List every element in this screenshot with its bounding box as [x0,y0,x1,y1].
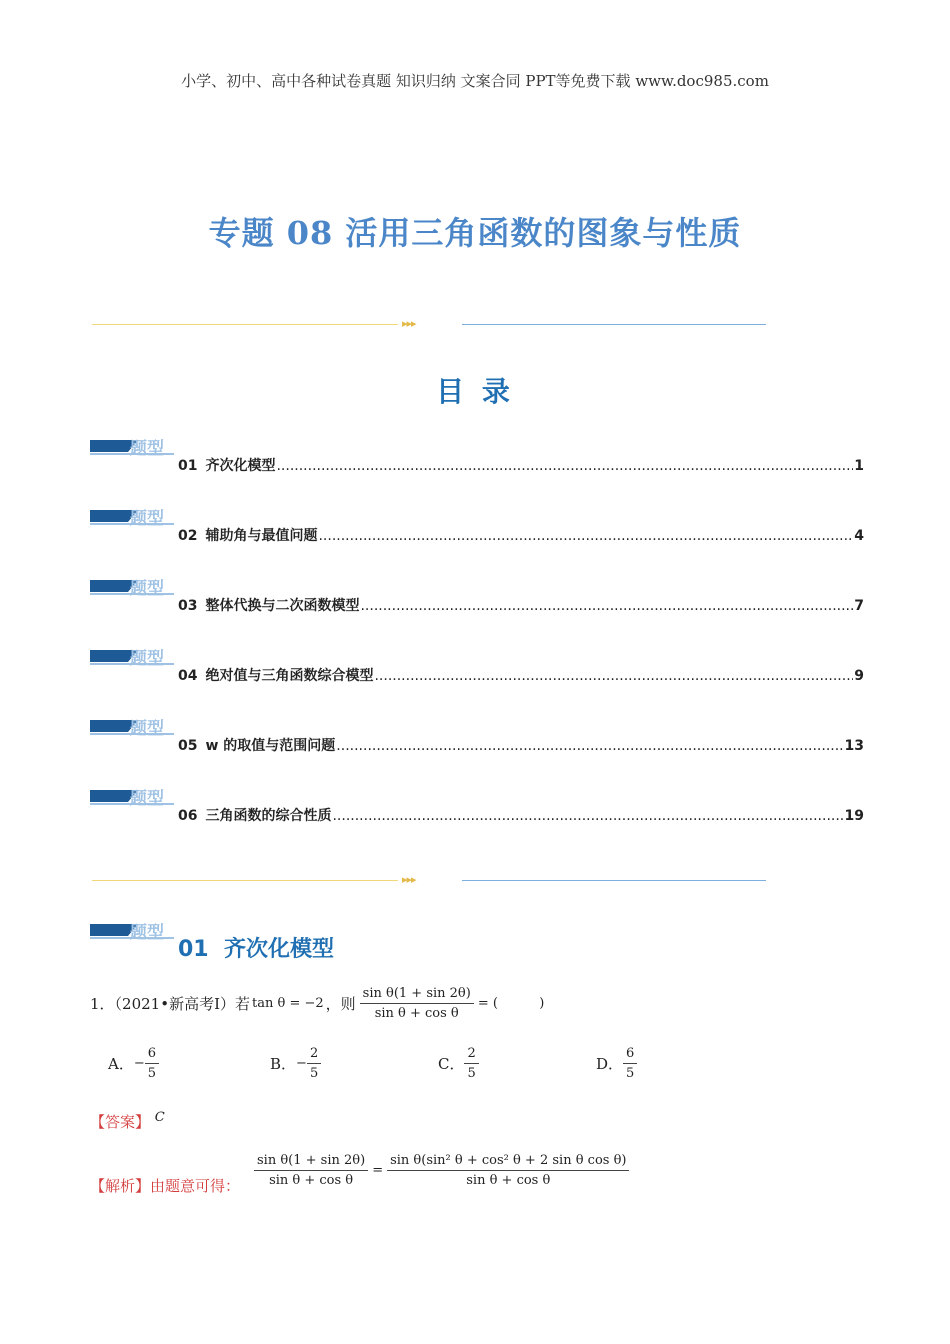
option-a[interactable]: A． − $\frac{6}{5}$ [108,1046,159,1081]
toc-badge: 题型 [90,574,174,600]
divider-bottom [92,874,766,888]
divider-arrows-icon: ▸▸▸ [402,873,416,886]
page-header: 小学、初中、高中各种试卷真题 知识归纳 文案合同 PPT等免费下载 www.doc985.com [181,72,769,90]
question-stem: 1．（2021•新高考Ⅰ）若 tan θ = −2 ，则 $\frac{\text{sin θ(1 + sin 2θ)}}{\text{sin θ + cos θ}}$ = ( ) [90,986,545,1021]
toc-badge: 题型 [90,784,174,810]
option-c[interactable]: C． $\frac{2}{5}$ [438,1046,479,1081]
section-title: 01 齐次化模型 [178,937,334,962]
toc-item[interactable]: 05 w 的取值与范围问题 ..... 13 [178,735,864,755]
toc-badge: 题型 [90,434,174,460]
toc-title: 目 录 [436,375,514,408]
divider-arrows-icon: ▸▸▸ [402,317,416,330]
option-b[interactable]: B． − $\frac{2}{5}$ [270,1046,321,1081]
toc-item[interactable]: 01 齐次化模型 ..... 1 [178,455,864,475]
analysis: 【解析】由题意可得： $\frac{\text{sin θ(1 + sin 2θ)}}{\text{sin θ + cos θ}}$ = $\frac{\text{sin θ(sin² θ + cos² θ + 2 sin θ cos θ)}}{\text{sin θ + cos θ}}$ [90,1145,629,1196]
analysis-lhs: $\frac{\text{sin θ(1 + sin 2θ)}}{\text{sin θ + cos θ}}$ [254,1153,368,1188]
toc-item[interactable]: 06 三角函数的综合性质 ..... 19 [178,805,864,825]
question-fraction: $\frac{\text{sin θ(1 + sin 2θ)}}{\text{sin θ + cos θ}}$ [360,986,474,1021]
section-badge: 题型 [90,918,174,944]
toc-badge: 题型 [90,644,174,670]
divider-top [92,318,766,332]
toc-badge: 题型 [90,714,174,740]
analysis-rhs: $\frac{\text{sin θ(sin² θ + cos² θ + 2 sin θ cos θ)}}{\text{sin θ + cos θ}}$ [387,1153,629,1188]
option-d[interactable]: D． $\frac{6}{5}$ [596,1046,637,1081]
toc-item[interactable]: 04 绝对值与三角函数综合模型 ..... 9 [178,665,864,685]
document-title: 专题 08 活用三角函数的图象与性质 [208,214,742,252]
answer: 【答案】 C [90,1110,165,1131]
toc-item[interactable]: 03 整体代换与二次函数模型 ..... 7 [178,595,864,615]
toc-badge: 题型 [90,504,174,530]
toc-item[interactable]: 02 辅助角与最值问题 ..... 4 [178,525,864,545]
